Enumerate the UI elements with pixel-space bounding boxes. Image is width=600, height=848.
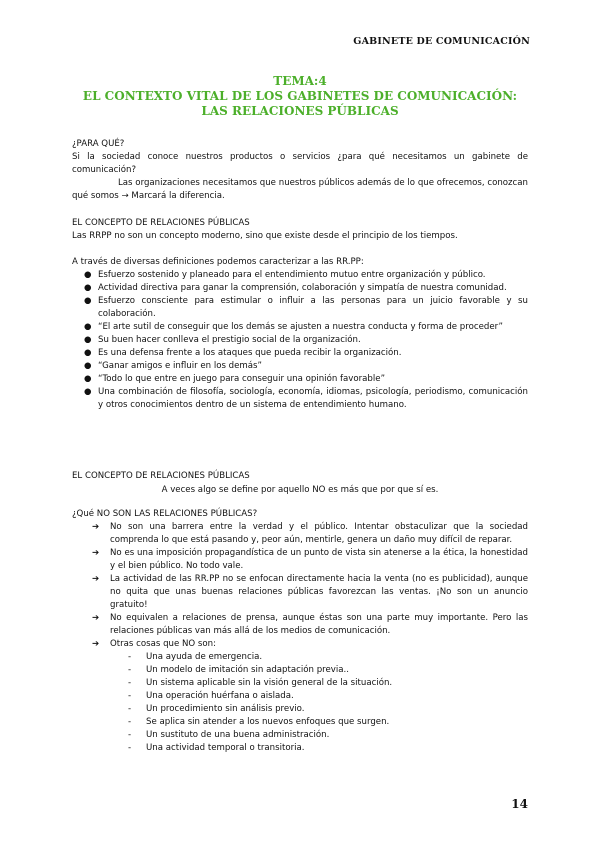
bullet-marker: ● xyxy=(84,387,92,397)
paragraph: Las RRPP no son un concepto moderno, sino que existe desde el principio de los tiempos. xyxy=(72,231,458,241)
bullet-marker: ● xyxy=(84,335,92,345)
list-item: ➔ Otras cosas que NO son: xyxy=(92,639,216,649)
list-item: ● Actividad directiva para ganar la comprensión, colaboración y simpatía de nuestra comunidad. xyxy=(84,283,507,293)
running-header: GABINETE DE COMUNICACIÓN xyxy=(353,36,530,47)
list-item: - Un sustituto de una buena administración. xyxy=(128,730,330,740)
chapter-number: TEMA:4 xyxy=(273,74,327,88)
list-item: - Una ayuda de emergencia. xyxy=(128,652,263,662)
paragraph: Las organizaciones necesitamos que nuestros públicos además de lo que ofrecemos, conozcan qué somos → Marcará la diferencia. xyxy=(72,178,528,201)
list-item: - Un sistema aplicable sin la visión general de la situación. xyxy=(128,678,393,688)
list-item: ● Es una defensa frente a los ataques que pueda recibir la organización. xyxy=(84,348,402,358)
list-item: - Un modelo de imitación sin adaptación previa.. xyxy=(128,665,349,675)
arrow-icon: ➔ xyxy=(92,574,100,584)
section-heading: EL CONCEPTO DE RELACIONES PÚBLICAS xyxy=(72,471,250,481)
dash-marker: - xyxy=(128,730,132,740)
bullet-marker: ● xyxy=(84,374,92,384)
arrow-icon: ➔ xyxy=(92,522,100,532)
centered-statement: A veces algo se define por aquello NO es más que por que sí es. xyxy=(161,485,439,495)
chapter-title-line-1: EL CONTEXTO VITAL DE LOS GABINETES DE COMUNICACIÓN: xyxy=(82,89,518,103)
bullet-marker: ● xyxy=(84,322,92,332)
section-concepto-2 xyxy=(72,470,528,497)
bullet-marker: ● xyxy=(84,296,92,306)
list-item: ● Esfuerzo sostenido y planeado para el entendimiento mutuo entre organización y público. xyxy=(84,270,486,280)
dash-marker: - xyxy=(128,652,132,662)
dash-marker: - xyxy=(128,717,132,727)
bullet-marker: ● xyxy=(84,283,92,293)
list-item: ➔ No es una imposición propagandística de un punto de vista sin atenerse a la ética, la honestidad y el bien público. No todo vale. xyxy=(92,548,528,571)
bullet-marker: ● xyxy=(84,348,92,358)
list-item: - Una operación huérfana o aislada. xyxy=(128,691,294,701)
dash-marker: - xyxy=(128,678,132,688)
list-item: ● Su buen hacer conlleva el prestigio social de la organización. xyxy=(84,335,361,345)
paragraph: Si la sociedad conoce nuestros productos o servicios ¿para qué necesitamos un gabinete de comunicación? xyxy=(72,152,528,175)
dash-marker: - xyxy=(128,743,132,753)
arrow-icon: ➔ xyxy=(92,613,100,623)
dash-marker: - xyxy=(128,704,132,714)
no-son-list xyxy=(72,521,528,651)
list-item: ➔ La actividad de las RR.PP no se enfocan directamente hacia la venta (no es publicidad), aunque no quita que unas buenas relaciones públicas favorezcan las ventas. ¡No son un anuncio gratuito! xyxy=(92,574,528,610)
section-no-son xyxy=(72,508,528,755)
dash-marker: - xyxy=(128,691,132,701)
definitions-list xyxy=(72,269,528,412)
bullet-marker: ● xyxy=(84,361,92,371)
list-item: - Se aplica sin atender a los nuevos enfoques que surgen. xyxy=(128,717,390,727)
chapter-title-line-2: LAS RELACIONES PÚBLICAS xyxy=(201,104,399,118)
otras-cosas-list xyxy=(72,651,528,755)
list-item: - Una actividad temporal o transitoria. xyxy=(128,743,305,753)
section-concepto-1 xyxy=(72,217,528,243)
arrow-icon: ➔ xyxy=(92,639,100,649)
dash-marker: - xyxy=(128,665,132,675)
list-intro: A través de diversas definiciones podemos caracterizar a las RR.PP: xyxy=(72,257,364,267)
list-item: ➔ No equivalen a relaciones de prensa, aunque éstas son una parte muy importante. Pero las relaciones públicas van más allá de los medios de comunicación. xyxy=(92,613,528,636)
arrow-icon: ➔ xyxy=(92,548,100,558)
list-item: ● “Ganar amigos e influir en los demás” xyxy=(84,361,262,371)
section-heading: EL CONCEPTO DE RELACIONES PÚBLICAS xyxy=(72,218,250,228)
section-heading: ¿Qué NO SON LAS RELACIONES PÚBLICAS? xyxy=(72,509,258,519)
list-item: ➔ No son una barrera entre la verdad y el público. Intentar obstaculizar que la sociedad comprenda lo que está pasando y, peor aún, mentirle, genera un daño muy difícil de reparar. xyxy=(92,522,528,545)
section-heading: ¿PARA QUÉ? xyxy=(72,139,125,149)
section-para-que xyxy=(72,138,528,203)
list-item: ● Esfuerzo consciente para estimular o influir a las personas para un juicio favorable y su colaboración. xyxy=(84,296,528,319)
bullet-marker: ● xyxy=(84,270,92,280)
chapter-title xyxy=(72,74,528,119)
list-item: ● “Todo lo que entre en juego para conseguir una opinión favorable” xyxy=(84,374,386,384)
list-item: - Un procedimiento sin análisis previo. xyxy=(128,704,305,714)
list-item: ● Una combinación de filosofía, sociología, economía, idiomas, psicología, periodismo, comunicación y otros conocimientos dentro de un sistema de entendimiento humano. xyxy=(84,387,528,410)
section-definiciones xyxy=(72,256,528,412)
page-number: 14 xyxy=(511,797,528,811)
list-item: ● “El arte sutil de conseguir que los demás se ajusten a nuestra conducta y forma de proceder” xyxy=(84,322,503,332)
